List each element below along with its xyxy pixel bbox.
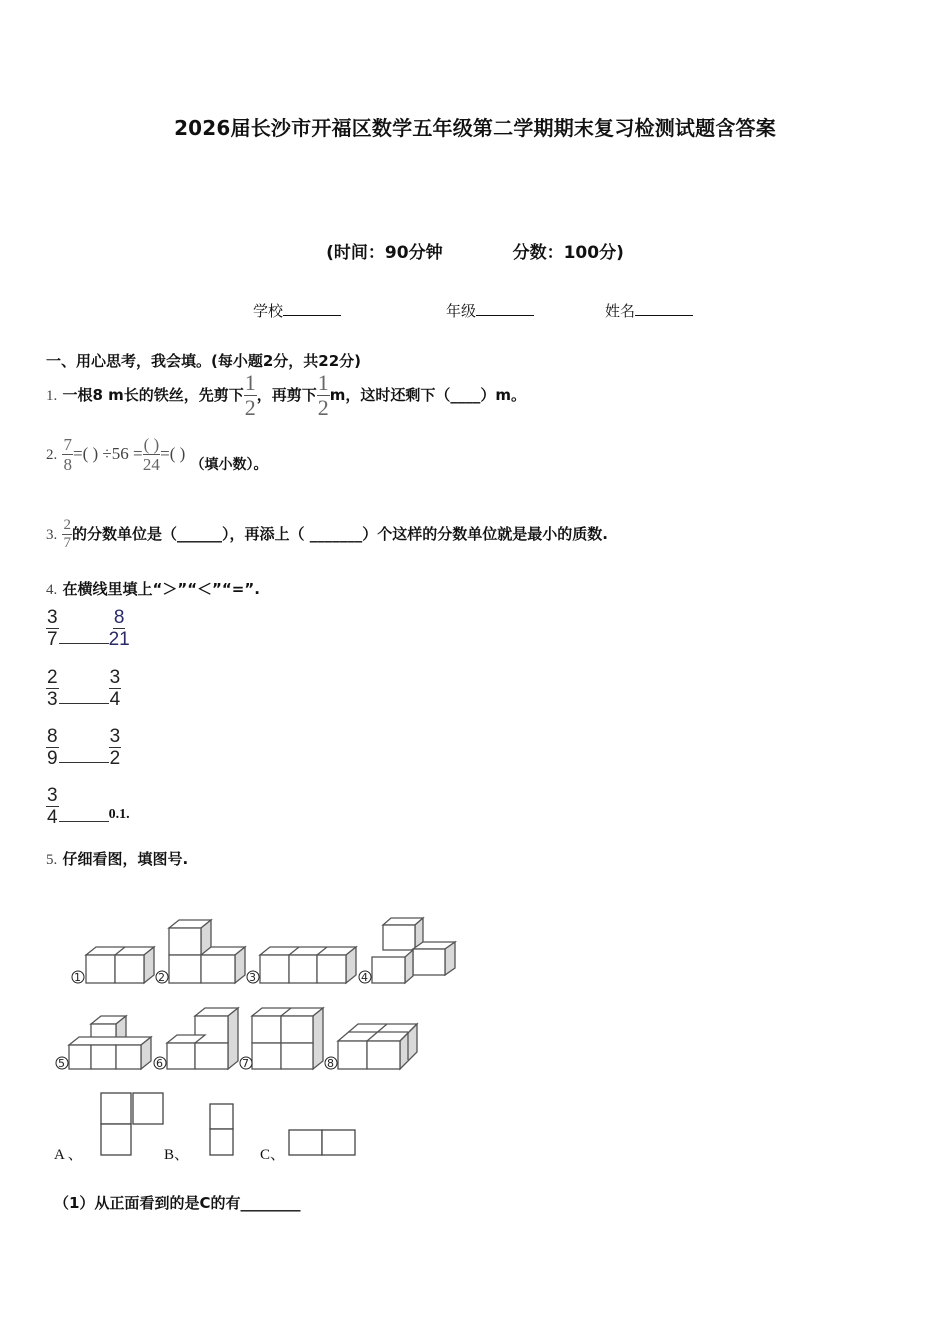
fraction: $\frac{2}{3}$	[47, 667, 58, 710]
svg-text:8: 8	[327, 1057, 334, 1070]
q3-text: 的分数单位是（______），再添上（ _______）个这样的分数单位就是最小的质数.	[71, 525, 608, 543]
score-info: 分数：100分)	[512, 243, 624, 263]
q1-text-c: m，这时还剩下（____）m。	[329, 386, 527, 404]
fraction: $\frac{1}{2}$	[317, 370, 329, 420]
figure-1	[72, 947, 154, 984]
figure-7	[240, 1008, 323, 1070]
q2-expression: =( ) ÷56 =	[72, 444, 143, 463]
fraction: $\frac{3}{2}$	[109, 726, 121, 769]
school-label: 学校	[253, 302, 284, 320]
q4-text: 在横线里填上“＞”“＜”“=”.	[62, 580, 260, 598]
figure-2	[156, 920, 245, 984]
option-a-label: A 、	[54, 1147, 83, 1163]
question-number: 1.	[46, 388, 58, 404]
fraction: $\frac{3}{7}$	[47, 607, 58, 650]
option-c-view	[289, 1130, 355, 1155]
section-heading: 一、用心思考，我会填。(每小题2分，共22分)	[46, 352, 362, 370]
q2-expression-b: =( )	[160, 444, 186, 463]
svg-text:4: 4	[361, 971, 368, 984]
question-number: 3.	[46, 527, 58, 543]
svg-text:1: 1	[74, 971, 81, 984]
fraction: $\frac{1}{2}$	[244, 370, 256, 420]
option-b-view	[210, 1104, 233, 1155]
svg-text:2: 2	[158, 971, 165, 984]
svg-text:5: 5	[58, 1057, 65, 1070]
question-number: 2.	[46, 447, 58, 463]
q5-subquestion-1: （1）从正面看到的是C的有________	[54, 1194, 301, 1212]
q1-text-a: 一根8 m长的铁丝，先剪下	[62, 386, 244, 404]
figure-8	[325, 1024, 417, 1070]
fraction: $\frac{( )}{24}$	[142, 435, 160, 474]
time-info: (时间：90分钟	[326, 243, 443, 263]
fraction: $\frac{8}{9}$	[47, 726, 58, 769]
q5-text: 仔细看图，填图号.	[62, 850, 189, 868]
fraction: $\frac{8}{21}$	[108, 607, 130, 650]
grade-label: 年级	[446, 302, 477, 320]
fraction: $\frac{7}{8}$	[63, 435, 72, 474]
option-b-label: B、	[164, 1147, 190, 1163]
question-number: 4.	[46, 582, 58, 598]
fraction: $\frac{3}{4}$	[109, 667, 121, 710]
option-c-label: C、	[260, 1147, 286, 1163]
name-label: 姓名	[605, 302, 636, 320]
comparison-value: 0.1.	[108, 807, 130, 822]
figure-6	[154, 1008, 238, 1070]
figure-3	[247, 947, 356, 984]
q1-text-b: ，再剪下	[256, 386, 317, 404]
svg-text:6: 6	[156, 1057, 163, 1070]
document-title: 2026届长沙市开福区数学五年级第二学期期末复习检测试题含答案	[174, 116, 776, 140]
fraction: $\frac{2}{7}$	[63, 517, 71, 551]
fraction: $\frac{3}{4}$	[47, 785, 58, 828]
svg-text:3: 3	[249, 971, 256, 984]
figure-4	[359, 918, 455, 984]
q2-note: （填小数）。	[190, 457, 268, 473]
svg-text:7: 7	[242, 1057, 249, 1070]
question-number: 5.	[46, 852, 58, 868]
option-a-view	[101, 1093, 163, 1155]
figure-5	[56, 1016, 151, 1070]
